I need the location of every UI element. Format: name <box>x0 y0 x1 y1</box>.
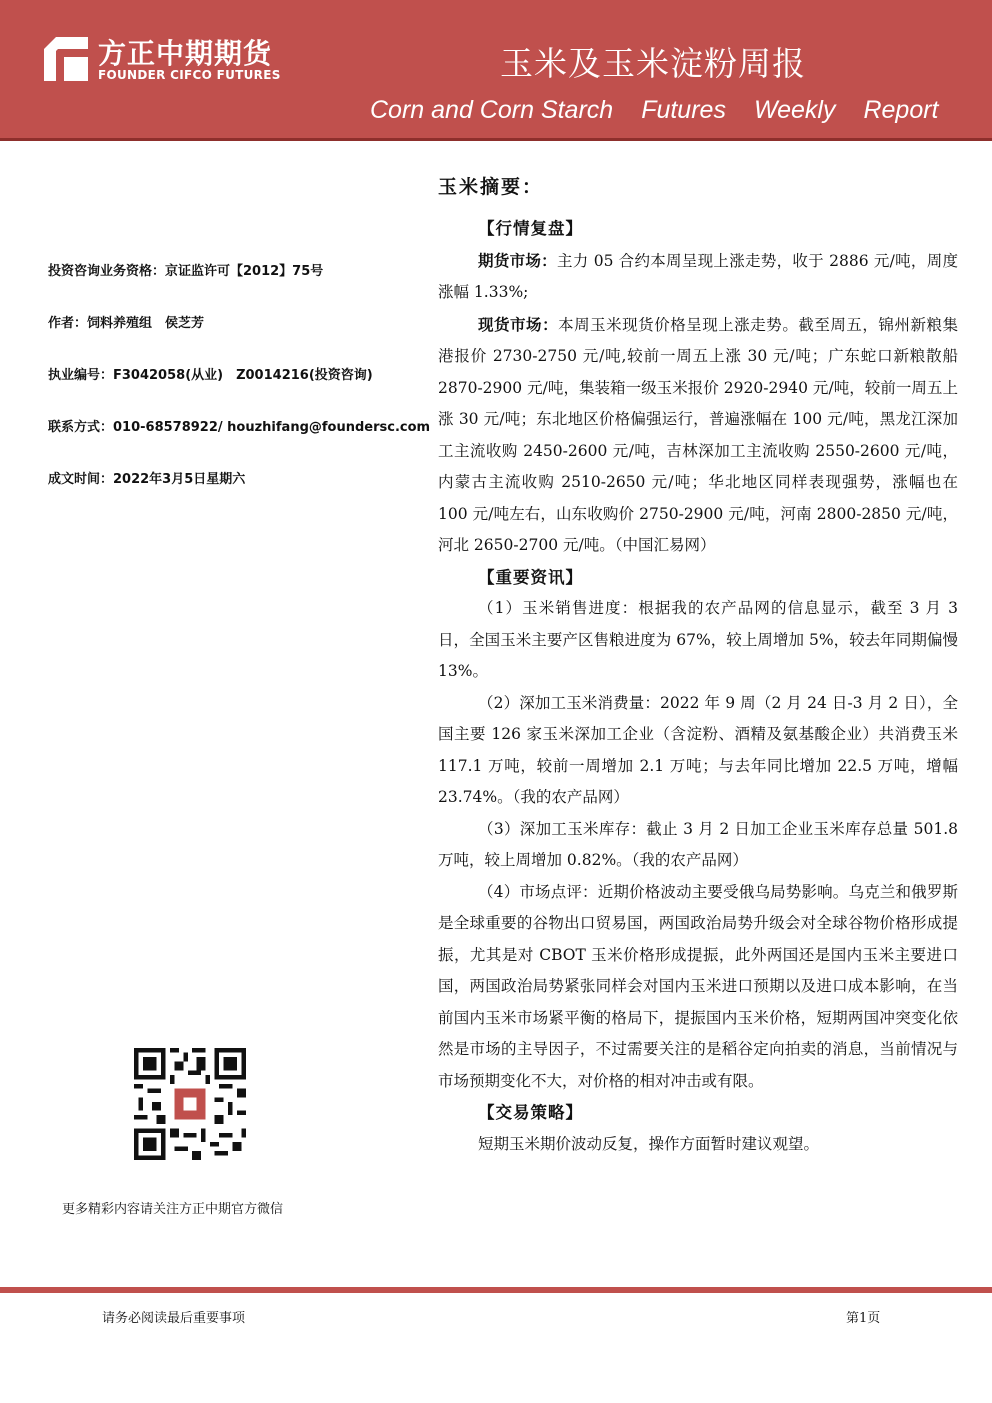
report-title-chinese: 玉米及玉米淀粉周报 <box>500 44 806 83</box>
spot-market-paragraph <box>438 309 958 562</box>
spot-market-label: 现货市场： <box>478 314 559 334</box>
qr-caption: 更多精彩内容请关注方正中期官方微信 <box>62 1202 284 1217</box>
contact: 联系方式：010-68578922/ houzhifang@foundersc.com <box>48 420 431 435</box>
futures-market-label: 期货市场： <box>478 250 557 270</box>
news-item: （2）深加工玉米消费量：2022 年 9 周（2 月 24 日-3 月 2 日），全国主要 126 家玉米深加工企业（含淀粉、酒精及氨基酸企业）共消费玉米 117.1 万吨，较前一周增加 2.1 万吨；与去年同比增加 22.5 万吨，增幅 23.74%。（我的农产品网） <box>438 693 958 806</box>
author-info <box>48 260 431 520</box>
report-body <box>438 172 958 1160</box>
strategy-heading: 【交易策略】 <box>478 1103 583 1122</box>
author: 作者：饲料养殖组 侯芝芳 <box>48 316 205 331</box>
market-review-heading: 【行情复盘】 <box>478 219 583 238</box>
news-item: （1）玉米销售进度：根据我的农产品网的信息显示，截至 3 月 3 日，全国玉米主要产区售粮进度为 67%，较上周增加 5%，较去年同期偏慢 13%。 <box>438 599 958 680</box>
header-banner <box>0 0 992 141</box>
qualification: 投资咨询业务资格：京证监许可【2012】75号 <box>48 264 324 279</box>
wechat-qr-code-icon <box>134 1048 246 1160</box>
publish-date: 成文时间：2022年3月5日星期六 <box>48 472 246 487</box>
footer-divider <box>0 1287 992 1293</box>
logo-chinese-name: 方正中期期货 <box>98 37 273 70</box>
title-en-word: Report <box>863 96 939 124</box>
logo-english-name: FOUNDER CIFCO FUTURES <box>98 68 281 82</box>
news-item: （4）市场点评：近期价格波动主要受俄乌局势影响。乌克兰和俄罗斯是全球重要的谷物出口贸易国，两国政治局势升级会对全球谷物价格形成提振，尤其是对 CBOT 玉米价格形成提振，此外两国还是国内玉米主要进口国，两国政治局势紧张同样会对国内玉米进口预期以及进口成本影响，在当前国内玉米市场紧平衡的格局下，提振国内玉米价格，短期两国冲突变化依然是市场的主导因子，不过需要关注的是稻谷定向拍卖的消息，当前情况与市场预期变化不大，对价格的相对冲击或有限。 <box>438 882 958 1090</box>
futures-market-text: 主力 05 合约本周呈现上涨走势，收于 2886 元/吨，周度涨幅 1.33%; <box>438 251 958 301</box>
license-number: 执业编号：F3042058(从业) Z0014216(投资咨询) <box>48 368 373 383</box>
futures-market-paragraph <box>438 245 958 309</box>
title-en-word: Corn and Corn Starch <box>370 96 614 124</box>
summary-title: 玉米摘要： <box>438 176 544 198</box>
news-item: （3）深加工玉米库存：截止 3 月 2 日加工企业玉米库存总量 501.8 万吨，较上周增加 0.82%。（我的农产品网） <box>438 819 958 869</box>
footer-disclaimer-note: 请务必阅读最后重要事项 <box>102 1311 246 1326</box>
company-logo-icon <box>40 33 92 85</box>
page-number: 第1页 <box>846 1311 881 1326</box>
strategy-text: 短期玉米期价波动反复，操作方面暂时建议观望。 <box>478 1134 820 1153</box>
title-en-word: Weekly <box>753 96 836 124</box>
news-heading: 【重要资讯】 <box>478 567 583 587</box>
report-title-english <box>370 96 939 125</box>
spot-market-text: 本周玉米现货价格呈现上涨走势。截至周五，锦州新粮集港报价 2730-2750 元/吨,较前一周五上涨 30 元/吨；广东蛇口新粮散船 2870-2900 元/吨，集装箱一级玉米报价 2920-2940 元/吨，较前一周五上涨 30 元/吨；东北地区价格偏强运行，普遍涨幅在 100 元/吨，黑龙江深加工主流收购 2450-2600 元/吨，吉林深加工主流收购 2550-2600 元/吨，内蒙古主流收购 2510-2650 元/吨；华北地区同样表现强势，涨幅也在 100 元/吨左右，山东收购价 2750-2900 元/吨，河南 2800-2850 元/吨，河北 2650-2700 元/吨。（中国汇易网） <box>438 315 958 554</box>
title-en-word: Futures <box>641 96 726 124</box>
